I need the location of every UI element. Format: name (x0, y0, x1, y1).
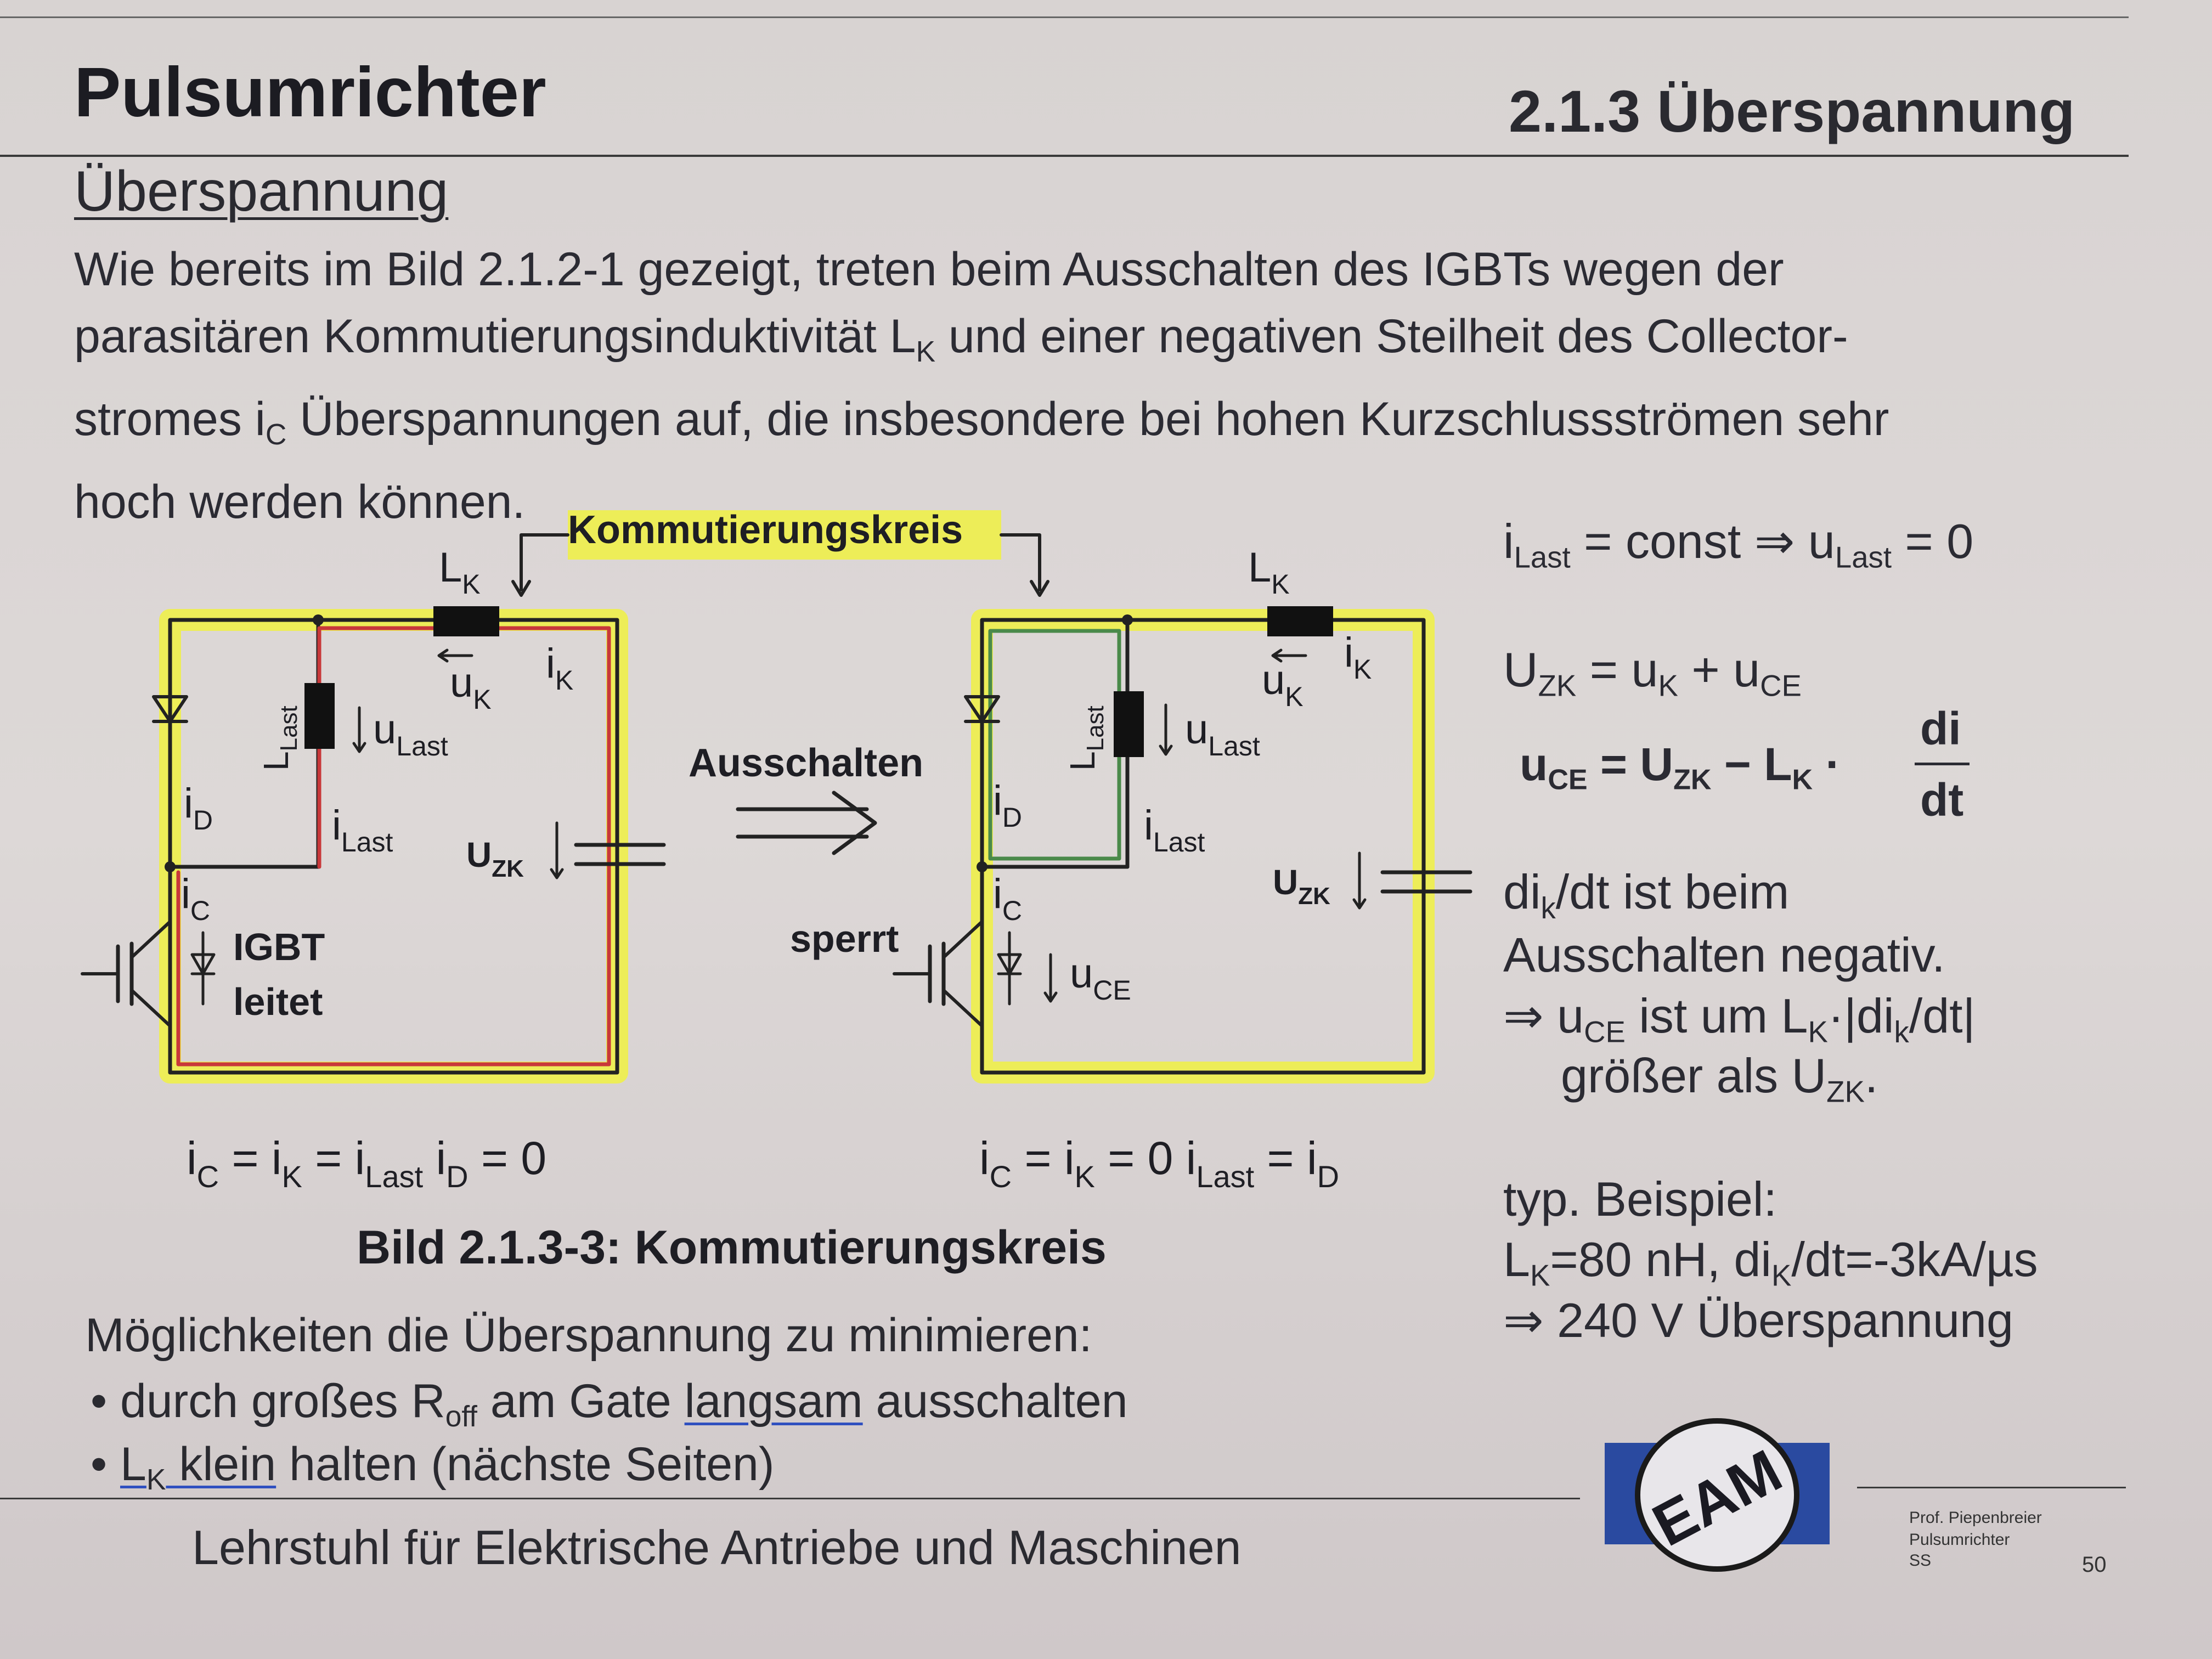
kommutierungskreis-label: Kommutierungskreis (568, 508, 963, 552)
page-number: 50 (2082, 1553, 2107, 1577)
igbt-state-leitet: leitet (233, 980, 323, 1023)
fraction-bar (1915, 763, 1970, 765)
section-label: 2.1.3 Überspannung (1509, 78, 2075, 144)
svg-text:LLast: $L_{Last}$ (1063, 706, 1109, 771)
svg-text:uLast: $u_{Last}$ (373, 706, 448, 761)
footer-term: SS (1909, 1551, 1932, 1570)
fraction-numerator: di (1920, 703, 1961, 754)
minimize-heading: Möglichkeiten die Überspannung zu minimieren: (85, 1309, 1092, 1362)
svg-text:iK: $i_K$ (1344, 629, 1372, 685)
footer-prof: Prof. Piepenbreier (1909, 1509, 2042, 1527)
intro-line: parasitären Kommutierungsinduktivität $L_K$ und einer negativen Steilheit des Collector- (74, 310, 1848, 369)
ausschalten-arrow (738, 793, 875, 853)
inductor-load-right (1114, 691, 1144, 757)
footer-rule (1857, 1487, 2126, 1488)
subsection-heading: Überspannung (74, 160, 449, 223)
right-current-equation: $i_C = i_K = 0$ $i_{Last} = i_D$ (979, 1132, 1340, 1194)
svg-text:uK: $u_K$ (1262, 657, 1304, 712)
footer-course: Pulsumrichter (1909, 1531, 2010, 1549)
equation-ilast: $i_{Last}$ = const ⇒ $u_{Last} = 0$ (1503, 514, 1974, 574)
note-line: $di_k/dt$ ist beim (1503, 865, 1790, 925)
svg-text:UZK: $U_{ZK}$ (466, 835, 524, 882)
svg-text:iC: $i_C$ (181, 871, 210, 926)
svg-text:iK: $i_K$ (546, 640, 574, 696)
footer-chair: Lehrstuhl für Elektrische Antriebe und Maschinen (192, 1520, 1242, 1575)
svg-text:uLast: $u_{Last}$ (1185, 706, 1260, 761)
note-line: ⇒ $u_{CE}$ ist um $L_K\cdot|di_k/dt|$ (1503, 989, 1976, 1049)
equation-uce: $u_{CE} = U_{ZK} - L_K$ · (1520, 738, 1841, 796)
intro-line: stromes $i_C$ Überspannungen auf, die insbesondere bei hohen Kurzschlussströmen sehr (74, 393, 1889, 452)
svg-text:UZK: $U_{ZK}$ (1273, 862, 1330, 910)
note-line: größer als $U_{ZK}$. (1561, 1048, 1878, 1109)
svg-text:LK: $L_K$ (439, 544, 481, 600)
svg-text:LLast: $L_{Last}$ (256, 706, 302, 771)
igbt-state-sperrt: sperrt (790, 917, 899, 960)
svg-text:iLast: $i_{Last}$ (1144, 802, 1205, 857)
svg-text:uK: $u_K$ (450, 659, 492, 715)
inductor-lk-right (1267, 606, 1333, 636)
svg-text:iLast: $i_{Last}$ (332, 802, 393, 857)
example-title: typ. Beispiel: (1503, 1172, 1777, 1226)
igbt-label: IGBT (233, 926, 325, 968)
svg-text:uCE: $u_{CE}$ (1070, 950, 1131, 1006)
eam-logo (1635, 1418, 1799, 1572)
logo-text: EAM (1642, 1436, 1792, 1560)
svg-text:LK: $L_K$ (1248, 544, 1290, 600)
intro-line: hoch werden können. (74, 476, 526, 529)
note-line: Ausschalten negativ. (1503, 928, 1945, 982)
figure-caption: Bild 2.1.3-3: Kommutierungskreis (357, 1221, 1107, 1274)
inductor-load-left (304, 683, 335, 749)
left-current-equation: $i_C = i_K = i_{Last}$ $i_D = 0$ (187, 1132, 547, 1194)
bullet-item: • $L_K$ klein halten (nächste Seiten) (91, 1438, 775, 1497)
equation-uzk: $U_{ZK} = u_K + u_{CE}$ (1503, 642, 1802, 703)
ausschalten-label: Ausschalten (689, 741, 924, 785)
page-title: Pulsumrichter (74, 53, 546, 132)
inductor-lk-left (433, 606, 499, 636)
example-line: $L_K=80$ nH, $di_K/dt=-3kA/\mu s$ (1503, 1232, 2038, 1293)
example-line: ⇒ 240 V Überspannung (1503, 1293, 2013, 1347)
fraction-denominator: dt (1920, 774, 1964, 826)
footer-rule (0, 1498, 1580, 1499)
intro-line: Wie bereits im Bild 2.1.2-1 gezeigt, treten beim Ausschalten des IGBTs wegen der (74, 243, 1784, 296)
svg-text:iD: $i_D$ (184, 780, 213, 836)
bullet-item: • durch großes $R_{off}$ am Gate langsam ausschalten (91, 1375, 1128, 1434)
svg-text:iD: $i_D$ (993, 777, 1022, 833)
svg-text:iC: $i_C$ (993, 871, 1022, 926)
